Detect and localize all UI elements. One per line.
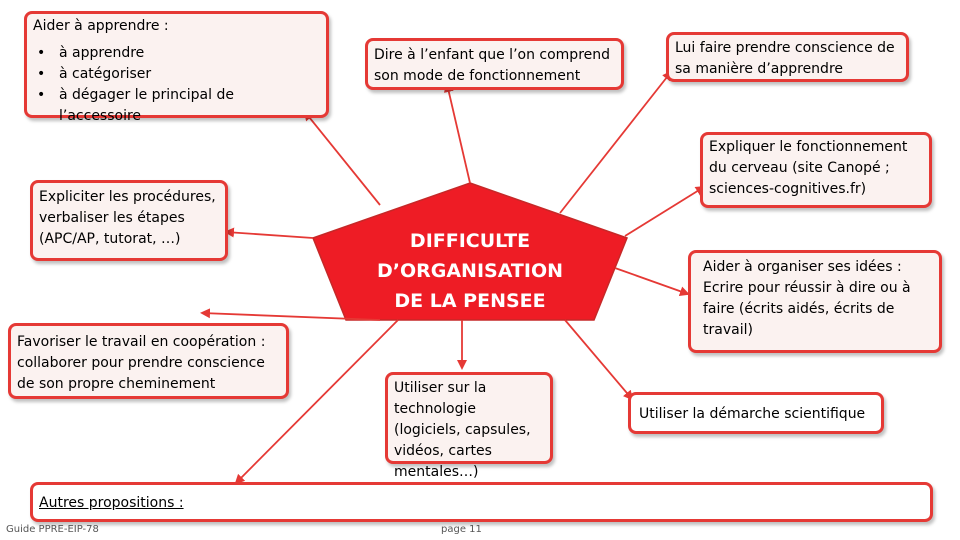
box-expliciter-text: Expliciter les procédures, verbaliser les étapes (APC/AP, tutorat, …) xyxy=(39,189,216,247)
box-dire-text: Dire à l’enfant que l’on comprend son mode de fonctionnement xyxy=(374,47,611,84)
list-item: • à dégager le principal de l’accessoire xyxy=(33,85,320,127)
center-label-line1: DIFFICULTE D’ORGANISATION xyxy=(376,230,564,282)
center-label-line2: DE LA PENSEE xyxy=(394,290,546,312)
box-dire-a-l-enfant xyxy=(365,38,624,90)
arrow-to-organiser xyxy=(615,268,688,294)
arrow-to-scientifique xyxy=(565,320,632,399)
box-lui-faire-text: Lui faire prendre conscience de sa manière d’apprendre xyxy=(675,40,895,77)
box-favoriser-cooperation xyxy=(8,323,289,399)
arrow-to-expliciter xyxy=(226,232,313,238)
box-autres-propositions xyxy=(30,482,933,522)
arrow-to-expliquer xyxy=(625,187,704,236)
box-technologie-text: Utiliser sur la technologie (logiciels, capsules, vidéos, cartes mentales…) xyxy=(394,380,531,480)
box-scientifique-text: Utiliser la démarche scientifique xyxy=(639,406,866,422)
box-cooperation-text: Favoriser le travail en coopération : collaborer pour prendre conscience de son propre cheminement xyxy=(17,334,266,392)
box-demarche-scientifique xyxy=(628,392,884,434)
box-expliquer-cerveau xyxy=(700,132,932,208)
box-aider-title: Aider à apprendre : xyxy=(33,18,169,34)
arrow-to-dire xyxy=(447,84,470,183)
arrow-to-lui-faire xyxy=(560,72,671,213)
footer-page-number: page 11 xyxy=(441,524,482,535)
footer-guide: Guide PPRE-EIP-78 xyxy=(6,524,99,535)
box-aider-organiser-idees xyxy=(688,250,942,353)
box-expliquer-text: Expliquer le fonctionnement du cerveau (site Canopé ; sciences-cognitives.fr) xyxy=(709,139,908,197)
list-item: • à catégoriser xyxy=(33,64,320,85)
list-item: • à apprendre xyxy=(33,43,320,64)
box-organiser-text: Aider à organiser ses idées : Ecrire pour réussir à dire ou à faire (écrits aidés, écrits de travail) xyxy=(703,259,911,338)
box-lui-faire-prendre-conscience xyxy=(666,32,909,82)
center-label xyxy=(315,226,625,316)
box-aider-list xyxy=(33,43,320,127)
box-utiliser-technologie xyxy=(385,372,553,480)
box-aider-a-apprendre xyxy=(24,11,329,124)
box-expliciter-procedures xyxy=(30,180,228,261)
box-autres-text: Autres propositions : xyxy=(39,495,184,511)
